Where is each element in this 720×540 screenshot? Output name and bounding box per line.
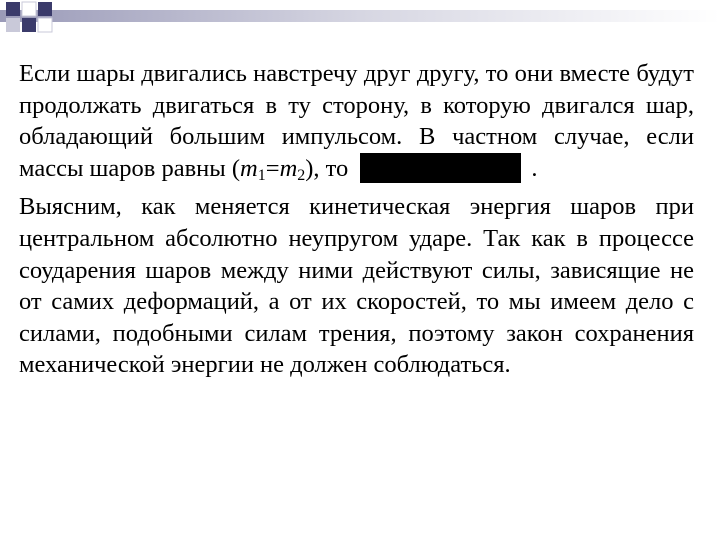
decor-square-dark-3 bbox=[22, 18, 36, 32]
mass-m1-subscript: 1 bbox=[257, 166, 266, 184]
paragraph-1-main: Если шары двигались навстречу друг другу, то они вместе будут продолжать двигаться в ту сторону, в которую двигался шар, обладающий большим импульсом. В частном случае, если массы шаров равны ( bbox=[19, 60, 694, 182]
decor-square-light-3 bbox=[38, 18, 52, 32]
paragraph-1-tail: ), то bbox=[305, 154, 349, 182]
decor-square-dark-1 bbox=[6, 2, 20, 16]
slide-body bbox=[19, 58, 694, 381]
header-decoration bbox=[0, 0, 720, 60]
decor-square-dark-2 bbox=[38, 2, 52, 16]
decor-square-light-1 bbox=[22, 2, 36, 16]
paragraph-1 bbox=[19, 58, 694, 191]
mass-m2-subscript: 2 bbox=[297, 166, 306, 184]
paragraph-2: Выясним, как меняется кинетическая энергия шаров при центральном абсолютно неупругом ударе. Так как в процессе соударения шаров между ними действуют силы, зависящие не от самих деформаций, а от их скоростей, то мы имеем дело с силами, подобными силам трения, поэтому закон сохранения механической энергии не должен соблюдаться. bbox=[19, 193, 694, 379]
redacted-formula-image bbox=[360, 153, 521, 183]
decor-square-light-2 bbox=[6, 18, 20, 32]
paragraph-1-period: . bbox=[531, 154, 538, 182]
mass-m1-symbol: m bbox=[240, 154, 258, 182]
formula-equals: = bbox=[265, 154, 280, 182]
mass-m2-symbol: m bbox=[279, 154, 298, 182]
header-band bbox=[0, 10, 720, 22]
